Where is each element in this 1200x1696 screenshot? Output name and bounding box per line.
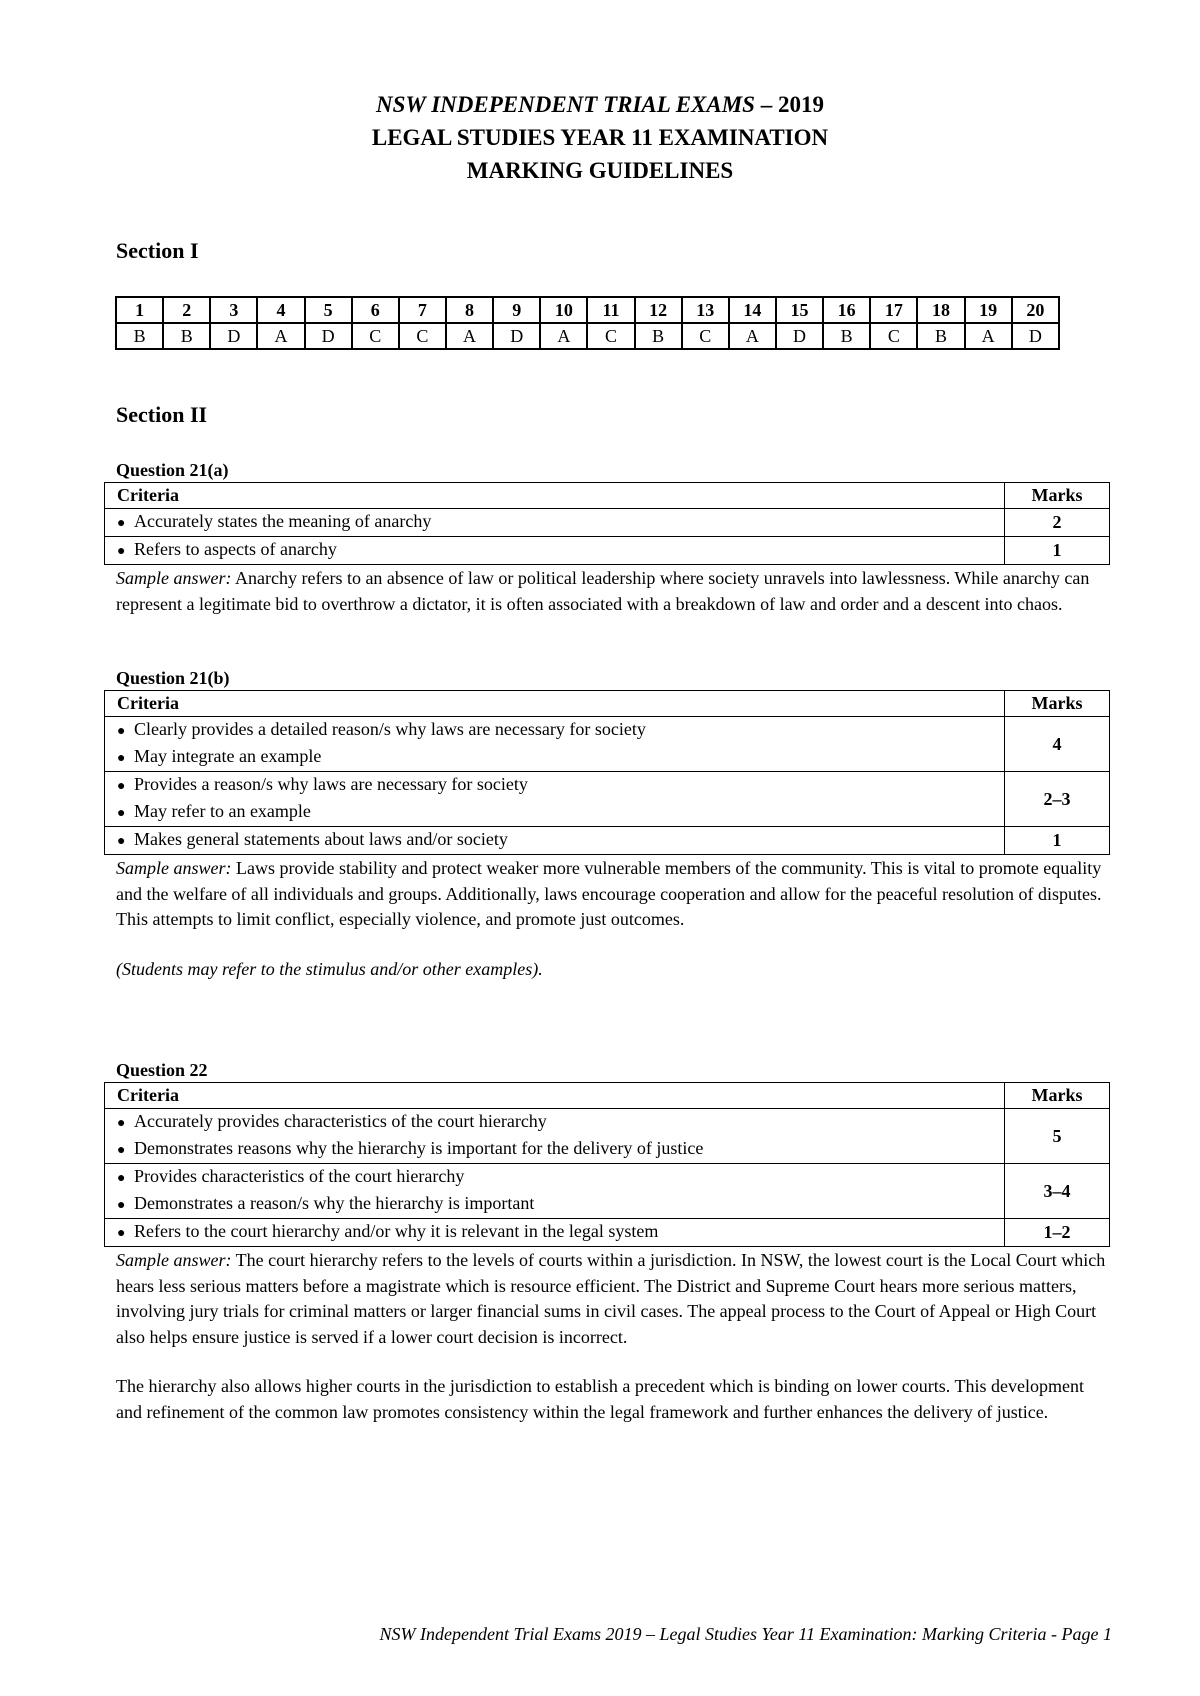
sample-answer — [116, 566, 1110, 617]
criterion — [117, 1219, 1004, 1246]
sample-answer — [116, 856, 1110, 933]
marks-cell: 2 — [1005, 509, 1110, 537]
sample-answer-text: Laws provide stability and protect weaker more vulnerable members of the community. This is vital to promote equality and the welfare of all individuals and groups. Additionally, laws encourage cooperation and allow for the peaceful resolution of disputes. This attempts to limit conflict, especially violence, and promote just outcomes. — [116, 858, 1102, 929]
question-number-cell: 20 — [1012, 297, 1059, 323]
marks-cell: 1 — [1005, 827, 1110, 855]
bullet-icon: ● — [117, 834, 126, 849]
answer-cell: D — [493, 323, 540, 349]
title-exam-name: NSW INDEPENDENT TRIAL EXAMS — [376, 92, 755, 117]
bullet-icon: ● — [117, 516, 126, 531]
question-number-cell: 5 — [305, 297, 352, 323]
question-number-row — [116, 297, 1059, 323]
criteria-header-row — [105, 483, 1110, 509]
sample-answer — [116, 1248, 1110, 1350]
sample-answer-note: (Students may refer to the stimulus and/or other examples). — [116, 958, 543, 979]
criterion — [117, 509, 1004, 536]
bullet-icon: ● — [117, 724, 126, 739]
page-footer: NSW Independent Trial Exams 2019 – Legal Studies Year 11 Examination: Marking Criteria - Page 1 — [379, 1624, 1112, 1644]
sample-answer-label: Sample answer: — [116, 1250, 232, 1270]
multiple-choice-answer-table — [115, 296, 1060, 350]
answer-cell: C — [870, 323, 917, 349]
marks-cell: 1–2 — [1005, 1219, 1110, 1247]
marks-header: Marks — [1005, 483, 1110, 509]
criterion-text: Demonstrates reasons why the hierarchy is important for the delivery of justice — [134, 1138, 704, 1158]
bullet-icon: ● — [117, 544, 126, 559]
criterion-text: Demonstrates a reason/s why the hierarchy is important — [134, 1193, 535, 1213]
answer-cell: C — [682, 323, 729, 349]
criteria-row — [105, 509, 1110, 537]
question-number-cell: 13 — [682, 297, 729, 323]
answer-cell: C — [352, 323, 399, 349]
question-number-cell: 11 — [587, 297, 634, 323]
answer-cell: A — [540, 323, 587, 349]
marks-cell: 4 — [1005, 717, 1110, 772]
sample-answer-label: Sample answer: — [116, 858, 232, 878]
bullet-icon: ● — [117, 1171, 126, 1186]
criteria-row — [105, 1219, 1110, 1247]
question-number-cell: 9 — [493, 297, 540, 323]
criterion-text: May integrate an example — [134, 746, 322, 766]
marks-header: Marks — [1005, 1083, 1110, 1109]
sample-answer-text: The court hierarchy refers to the levels of courts within a jurisdiction. In NSW, the lowest court is the Local Court which hears less serious matters before a magistrate which is resource efficient. The District and Supreme Court hears more serious matters, involving jury trials for criminal matters or larger financial sums in civil cases. The appeal process to the Court of Appeal or High Court also helps ensure justice is served if a lower court decision is incorrect. — [116, 1250, 1106, 1347]
sample-answer-paragraph-2: The hierarchy also allows higher courts in the jurisdiction to establish a precedent which is binding on lower courts. This development and refinement of the common law promotes consistency within the legal framework and further enhances the delivery of justice. — [116, 1376, 1084, 1422]
criterion — [117, 799, 1004, 826]
question-heading: Question 21(b) — [116, 668, 230, 688]
criteria-header-row — [105, 691, 1110, 717]
criterion — [117, 537, 1004, 564]
criteria-row — [105, 772, 1110, 827]
criteria-cell — [105, 1164, 1005, 1219]
criterion-text: Clearly provides a detailed reason/s why laws are necessary for society — [134, 719, 646, 739]
criterion-text: Refers to aspects of anarchy — [134, 539, 337, 559]
criterion-text: Provides characteristics of the court hierarchy — [134, 1166, 465, 1186]
marks-cell: 3–4 — [1005, 1164, 1110, 1219]
bullet-icon: ● — [117, 1116, 126, 1131]
answer-cell: D — [776, 323, 823, 349]
question-number-cell: 10 — [540, 297, 587, 323]
question-number-cell: 12 — [635, 297, 682, 323]
criterion — [117, 1109, 1004, 1136]
criterion-text: Provides a reason/s why laws are necessary for society — [134, 774, 528, 794]
criterion — [117, 1164, 1004, 1191]
criterion — [117, 717, 1004, 744]
question-number-cell: 3 — [210, 297, 257, 323]
criteria-row — [105, 717, 1110, 772]
answer-cell: A — [729, 323, 776, 349]
bullet-icon: ● — [117, 779, 126, 794]
criterion-text: Refers to the court hierarchy and/or why it is relevant in the legal system — [134, 1221, 659, 1241]
criteria-header: Criteria — [105, 483, 1005, 509]
criteria-cell — [105, 827, 1005, 855]
bullet-icon: ● — [117, 806, 126, 821]
answer-cell: B — [116, 323, 163, 349]
criterion-text: Accurately states the meaning of anarchy — [134, 511, 432, 531]
bullet-icon: ● — [117, 1143, 126, 1158]
bullet-icon: ● — [117, 751, 126, 766]
marks-cell: 2–3 — [1005, 772, 1110, 827]
answer-cell: B — [163, 323, 210, 349]
criteria-cell — [105, 1109, 1005, 1164]
criteria-rows — [105, 1109, 1110, 1247]
question-heading: Question 21(a) — [116, 460, 229, 480]
criterion — [117, 1136, 1004, 1163]
question-number-cell: 17 — [870, 297, 917, 323]
section-1-heading: Section I — [116, 238, 199, 263]
answer-cell: D — [305, 323, 352, 349]
question-number-cell: 4 — [257, 297, 304, 323]
sample-answer-label: Sample answer: — [116, 568, 232, 588]
answer-cell: C — [399, 323, 446, 349]
marks-cell: 1 — [1005, 537, 1110, 565]
question-21a — [104, 458, 1110, 617]
answer-cell: D — [210, 323, 257, 349]
title-line-1 — [0, 88, 1200, 121]
answer-cell: C — [587, 323, 634, 349]
answer-cell: D — [1012, 323, 1059, 349]
answer-cell: A — [257, 323, 304, 349]
sample-answer-text: Anarchy refers to an absence of law or political leadership where society unravels into lawlessness. While anarchy can represent a legitimate bid to overthrow a dictator, it is often associated with a breakdown of law and order and a descent into chaos. — [116, 568, 1090, 614]
answer-cell: B — [917, 323, 964, 349]
question-number-cell: 1 — [116, 297, 163, 323]
document-title — [0, 88, 1200, 187]
criterion — [117, 744, 1004, 771]
criteria-table — [104, 482, 1110, 565]
bullet-icon: ● — [117, 1198, 126, 1213]
question-number-cell: 7 — [399, 297, 446, 323]
criteria-cell — [105, 1219, 1005, 1247]
answer-row — [116, 323, 1059, 349]
question-heading: Question 22 — [116, 1060, 208, 1080]
question-number-cell: 6 — [352, 297, 399, 323]
criteria-row — [105, 1109, 1110, 1164]
criterion — [117, 1191, 1004, 1218]
marks-cell: 5 — [1005, 1109, 1110, 1164]
question-number-cell: 18 — [917, 297, 964, 323]
criteria-rows — [105, 509, 1110, 565]
criterion — [117, 772, 1004, 799]
criteria-cell — [105, 509, 1005, 537]
marks-header: Marks — [1005, 691, 1110, 717]
criteria-header: Criteria — [105, 1083, 1005, 1109]
title-line-2: LEGAL STUDIES YEAR 11 EXAMINATION — [371, 125, 829, 150]
criteria-cell — [105, 772, 1005, 827]
question-number-cell: 14 — [729, 297, 776, 323]
criteria-header-row — [105, 1083, 1110, 1109]
criteria-cell — [105, 537, 1005, 565]
criteria-row — [105, 827, 1110, 855]
criteria-table — [104, 1082, 1110, 1247]
section-2-heading: Section II — [116, 402, 208, 427]
criteria-row — [105, 1164, 1110, 1219]
criteria-table — [104, 690, 1110, 855]
criterion-text: Makes general statements about laws and/or society — [134, 829, 508, 849]
criteria-header: Criteria — [105, 691, 1005, 717]
answer-cell: A — [965, 323, 1012, 349]
criterion — [117, 827, 1004, 854]
question-number-cell: 2 — [163, 297, 210, 323]
bullet-icon: ● — [117, 1226, 126, 1241]
title-year: – 2019 — [754, 92, 824, 117]
answer-cell: A — [446, 323, 493, 349]
question-number-cell: 15 — [776, 297, 823, 323]
question-21b — [104, 666, 1110, 982]
criterion-text: May refer to an example — [134, 801, 311, 821]
answer-cell: B — [823, 323, 870, 349]
question-22 — [104, 1058, 1110, 1425]
criterion-text: Accurately provides characteristics of the court hierarchy — [134, 1111, 547, 1131]
criteria-cell — [105, 717, 1005, 772]
title-line-3: MARKING GUIDELINES — [466, 158, 734, 183]
question-number-cell: 8 — [446, 297, 493, 323]
question-number-cell: 19 — [965, 297, 1012, 323]
criteria-row — [105, 537, 1110, 565]
answer-cell: B — [635, 323, 682, 349]
question-number-cell: 16 — [823, 297, 870, 323]
criteria-rows — [105, 717, 1110, 855]
